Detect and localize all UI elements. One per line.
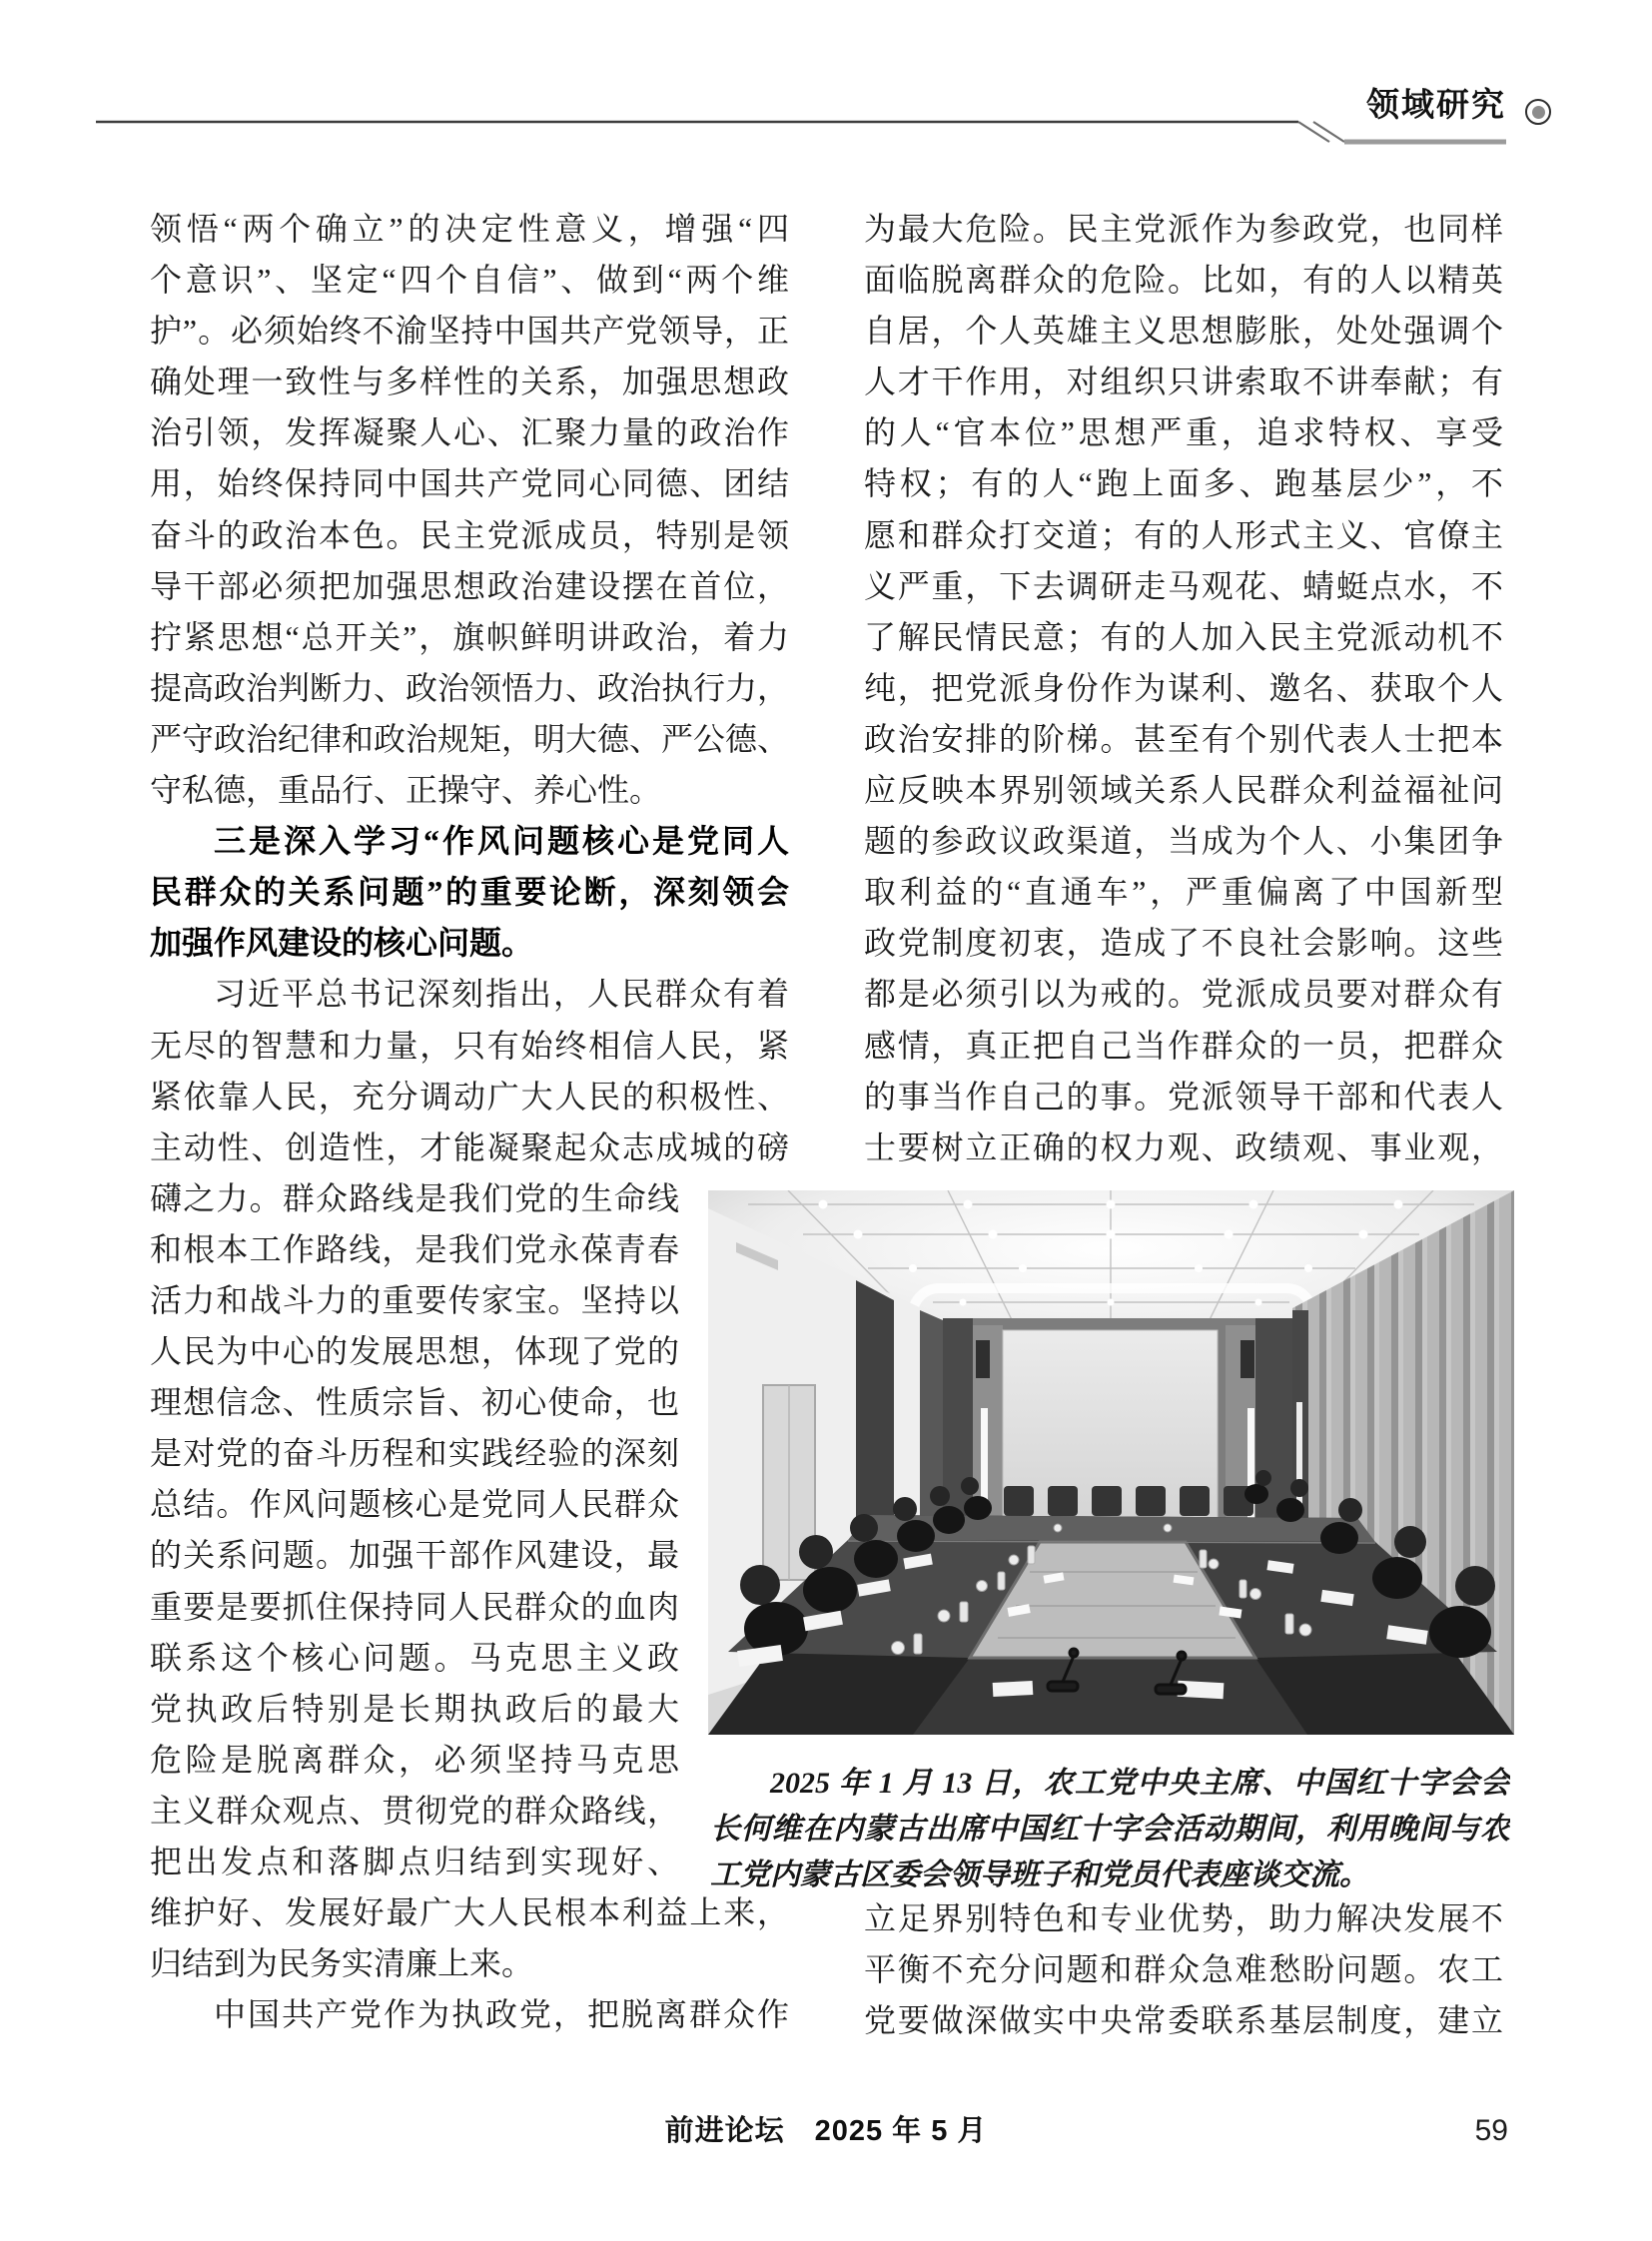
body-text-line: 理想信念、性质宗旨、初心使命，也 xyxy=(150,1384,679,1421)
body-text-line: 面临脱离群众的危险。比如，有的人以精英 xyxy=(864,262,1503,299)
body-text-line: 政党制度初衷，造成了不良社会影响。这些 xyxy=(864,925,1503,962)
caption-line: 工党内蒙古区委会领导班子和党员代表座谈交流。 xyxy=(710,1859,1369,1891)
body-text-line: 活力和战斗力的重要传家宝。坚持以 xyxy=(150,1281,679,1318)
body-text-line: 主动性、创造性，才能凝聚起众志成城的磅 xyxy=(150,1128,789,1165)
body-text-line: 用，始终保持同中国共产党同心同德、团结 xyxy=(150,465,789,502)
caption-line: 2025 年 1 月 13 日，农工党中央主席、中国红十字会会 xyxy=(770,1767,1510,1800)
body-text-line: 联系这个核心问题。马克思主义政 xyxy=(150,1639,679,1676)
body-text-line: 是对党的奋斗历程和实践经验的深刻 xyxy=(150,1435,679,1472)
body-text-line: 礴之力。群众路线是我们党的生命线 xyxy=(150,1179,679,1216)
body-text-line: 特权；有的人“跑上面多、跑基层少”，不 xyxy=(864,465,1503,502)
circle-bullet-icon xyxy=(1525,99,1551,125)
body-text-line: 重要是要抓住保持同人民群众的血肉 xyxy=(150,1588,679,1625)
body-text-line: 奋斗的政治本色。民主党派成员，特别是领 xyxy=(150,516,789,553)
meeting-photo xyxy=(708,1190,1514,1735)
section-title: 领域研究 xyxy=(1366,88,1506,124)
body-text-line: 平衡不充分问题和群众急难愁盼问题。农工 xyxy=(864,1951,1503,1988)
body-text-line: 拧紧思想“总开关”，旗帜鲜明讲政治，着力 xyxy=(150,618,789,655)
body-text-line: 守私德，重品行、正操守、养心性。 xyxy=(150,772,662,809)
body-text-line: 导干部必须把加强思想政治建设摆在首位， xyxy=(150,567,789,604)
body-text-line: 三是深入学习“作风问题核心是党同人 xyxy=(214,823,789,860)
body-text-line: 紧依靠人民，充分调动广大人民的积极性、 xyxy=(150,1078,789,1115)
body-text-line: 个意识”、坚定“四个自信”、做到“两个维 xyxy=(150,262,789,299)
body-text-line: 主义群众观点、贯彻党的群众路线， xyxy=(150,1792,679,1829)
caption-line: 长何维在内蒙古出席中国红十字会活动期间，利用晚间与农 xyxy=(710,1813,1510,1846)
left-column xyxy=(150,204,789,2040)
body-text-line: 都是必须引以为戒的。党派成员要对群众有 xyxy=(864,976,1503,1013)
body-text-line: 护”。必须始终不渝坚持中国共产党领导，正 xyxy=(150,313,789,350)
body-text-line: 和根本工作路线，是我们党永葆青春 xyxy=(150,1230,679,1267)
body-text-line: 危险是脱离群众，必须坚持马克思 xyxy=(150,1741,679,1778)
body-text-line: 政治安排的阶梯。甚至有个别代表人士把本 xyxy=(864,720,1503,757)
body-text-line: 愿和群众打交道；有的人形式主义、官僚主 xyxy=(864,516,1503,553)
body-text-line: 无尽的智慧和力量，只有始终相信人民，紧 xyxy=(150,1027,789,1064)
body-text-line: 习近平总书记深刻指出，人民群众有着 xyxy=(214,976,789,1013)
body-text-line: 总结。作风问题核心是党同人民群众 xyxy=(150,1486,679,1523)
body-text-line: 维护好、发展好最广大人民根本利益上来， xyxy=(150,1894,789,1931)
footer-journal-line: 前进论坛 2025 年 5 月 xyxy=(664,2115,988,2147)
body-text-line: 中国共产党作为执政党，把脱离群众作 xyxy=(214,1996,789,2033)
body-text-line: 义严重，下去调研走马观花、蜻蜓点水，不 xyxy=(864,567,1503,604)
body-text-line: 党执政后特别是长期执政后的最大 xyxy=(150,1690,679,1727)
body-text-line: 感情，真正把自己当作群众的一员，把群众 xyxy=(864,1027,1503,1064)
body-text-line: 自居，个人英雄主义思想膨胀，处处强调个 xyxy=(864,313,1503,350)
body-text-line: 治引领，发挥凝聚人心、汇聚力量的政治作 xyxy=(150,414,789,451)
body-text-line: 归结到为民务实清廉上来。 xyxy=(150,1945,534,1982)
body-text-line: 党要做深做实中央常委联系基层制度，建立 xyxy=(864,2002,1503,2039)
page-number: 59 xyxy=(1474,2114,1508,2147)
body-text-line: 人民为中心的发展思想，体现了党的 xyxy=(150,1333,679,1370)
body-text-line: 士要树立正确的权力观、政绩观、事业观， xyxy=(864,1128,1503,1165)
body-text-line: 把出发点和落脚点归结到实现好、 xyxy=(150,1844,679,1879)
body-text-line: 纯，把党派身份作为谋利、邀名、获取个人 xyxy=(864,669,1503,706)
body-text-line: 民群众的关系问题”的重要论断，深刻领会 xyxy=(150,874,789,911)
body-text-line: 确处理一致性与多样性的关系，加强思想政 xyxy=(150,364,789,400)
body-text-line: 题的参政议政渠道，当成为个人、小集团争 xyxy=(864,823,1503,860)
body-text-line: 领悟“两个确立”的决定性意义，增强“四 xyxy=(150,211,789,247)
body-text-line: 提高政治判断力、政治领悟力、政治执行力， xyxy=(150,669,789,706)
body-text-line: 的人“官本位”思想严重，追求特权、享受 xyxy=(864,414,1503,451)
body-text-line: 应反映本界别领域关系人民群众利益福祉问 xyxy=(864,772,1503,809)
body-text-line: 加强作风建设的核心问题。 xyxy=(150,925,534,962)
body-text-line: 了解民情民意；有的人加入民主党派动机不 xyxy=(864,618,1503,655)
body-text-line: 的事当作自己的事。党派领导干部和代表人 xyxy=(864,1078,1503,1115)
photo-caption xyxy=(710,1761,1510,1898)
body-text-line: 严守政治纪律和政治规矩，明大德、严公德、 xyxy=(150,720,789,757)
body-text-line: 取利益的“直通车”，严重偏离了中国新型 xyxy=(864,874,1503,911)
right-column-top xyxy=(864,204,1503,1173)
body-text-line: 为最大危险。民主党派作为参政党，也同样 xyxy=(864,211,1503,247)
right-column-bottom xyxy=(864,1893,1503,2046)
body-text-line: 的关系问题。加强干部作风建设，最 xyxy=(150,1537,679,1574)
body-text-line: 人才干作用，对组织只讲索取不讲奉献；有 xyxy=(864,364,1503,400)
body-text-line: 立足界别特色和专业优势，助力解决发展不 xyxy=(864,1900,1503,1936)
